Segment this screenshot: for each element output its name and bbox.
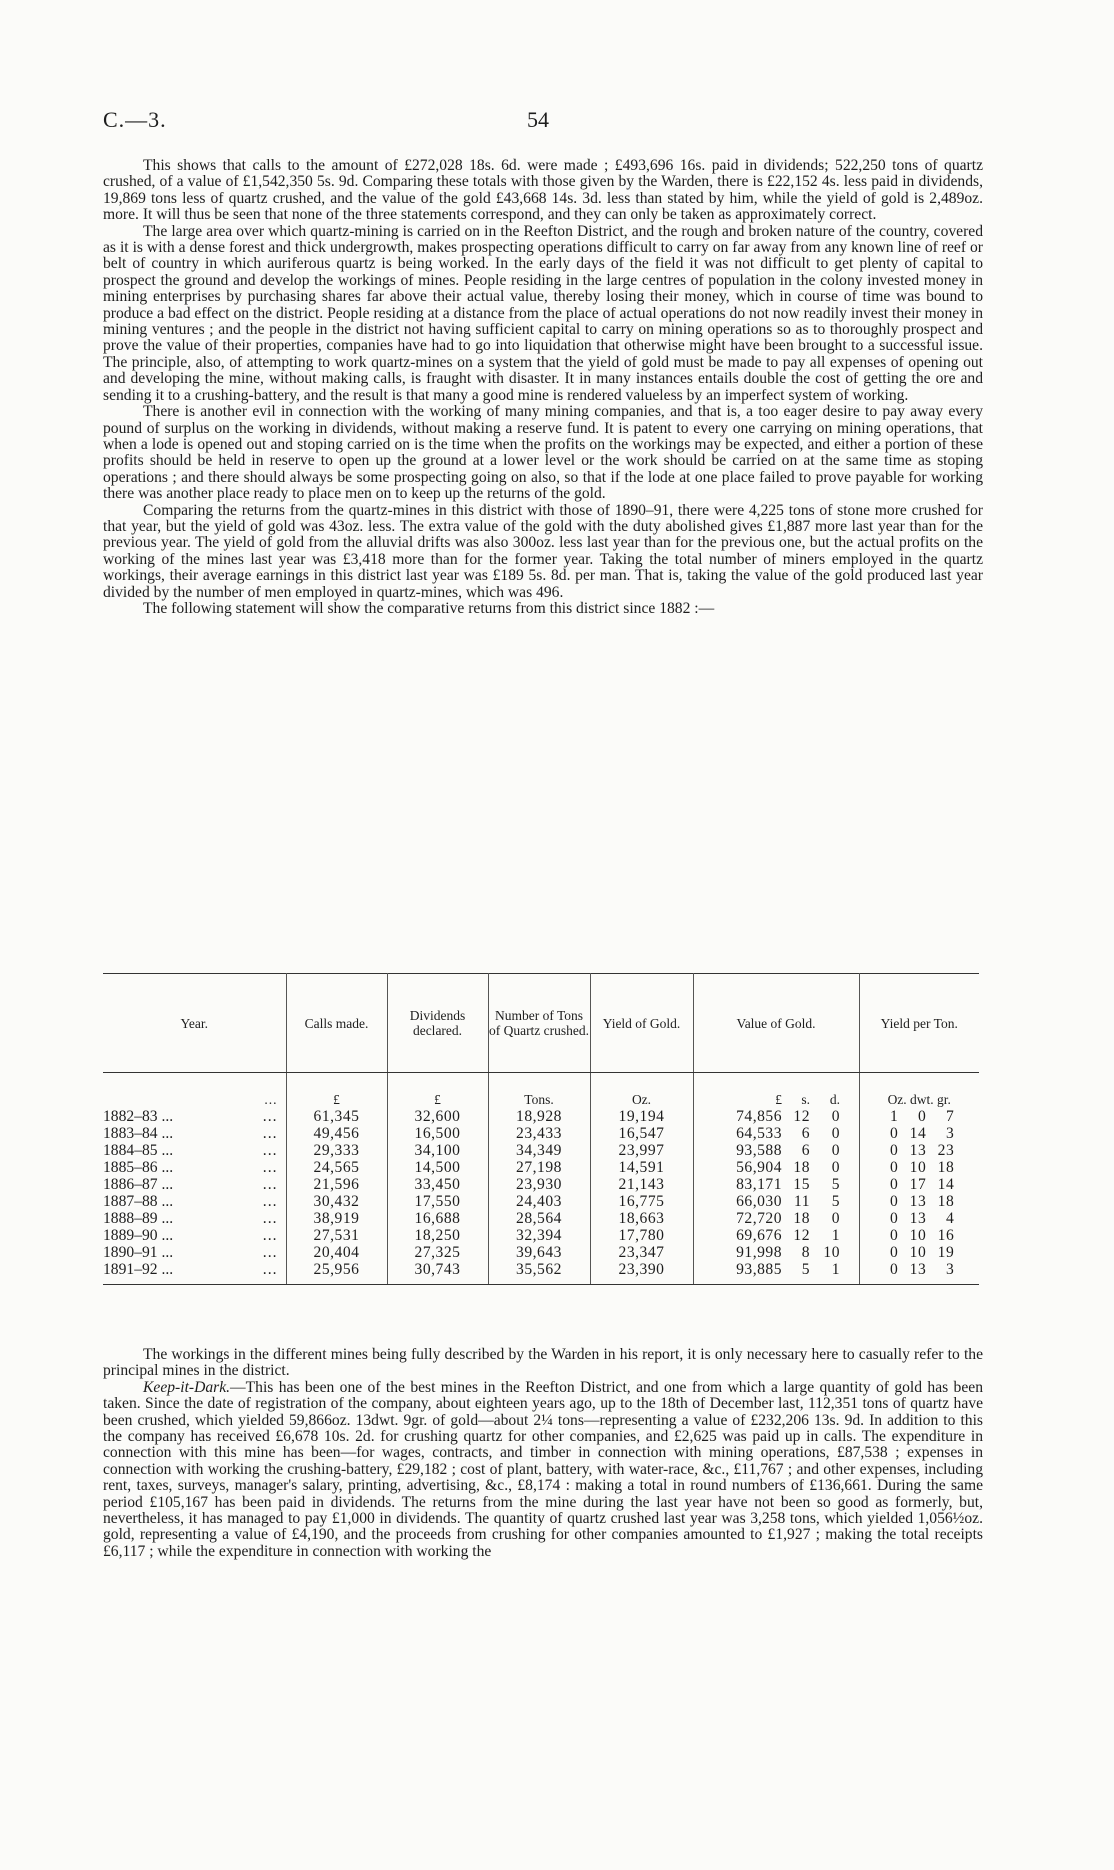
cell-per-ton: 0 10 18 [889, 1159, 955, 1176]
cell-year: 1890–91 ... ... [103, 1244, 286, 1261]
cell-year: 1883–84 ... ... [103, 1125, 286, 1142]
cell-tons: 18,928 [488, 1108, 590, 1125]
cell-per-ton: 0 14 3 [889, 1125, 955, 1142]
cell-yield: 21,143 [590, 1176, 693, 1193]
cell-calls: 27,531 [286, 1227, 387, 1244]
cell-year: 1886–87 ... ... [103, 1176, 286, 1193]
cell-year: 1889–90 ... ... [103, 1227, 286, 1244]
units-year: ... [103, 1073, 286, 1109]
paragraph-mines-intro: The workings in the different mines being fully described by the Warden in his report, it is only necessary here to casually refer to the principal mines in the district. [103, 1346, 983, 1380]
paragraph-comparing-returns: Comparing the returns from the quartz-mines in this district with those of 1890–91, there were 4,225 tons of stone more crushed for that year, but the yield of gold was 43oz. less. The extra value of the gold with the duty abolished gives £1,887 more last year than for the previous year. The yield of gold from the alluvial drifts was also 300oz. less last year than for the previous one, but the actual profits on the working of the mines last year was £3,418 more than for the former year. Taking the total number of miners employed in the quartz workings, their average earnings in this district last year was £189 5s. 8d. per man. That is, taking the value of the gold produced last year divided by the number of men employed in quartz-mines, which was 496. [103, 501, 983, 601]
cell-per-ton: 0 10 16 [889, 1227, 955, 1244]
table-row [103, 1210, 979, 1227]
paragraph-reefton-area: The large area over which quartz-mining is carried on in the Reefton District, and the rough and broken nature of the country, covered as it is with a dense forest and thick undergrowth, makes prospecting operations difficult to carry on far away from any known line of reef or belt of country in which auriferous quartz is being worked. In the early days of the field it was not difficult to get plenty of capital to prospect the ground and develop the workings of mines. People residing in the large centres of population in the colony invested money in mining enterprises by purchasing shares far above their actual value, thereby losing their money, which in course of time was bound to produce a bad effect on the district. People residing at a distance from the place of actual operations do not now readily invest their money in mining ventures ; and the people in the district not having sufficient capital to carry on mining operations so as to thoroughly prospect and prove the value of their properties, companies have had to go into liquidation that otherwise might have been brought to a successful issue. The principle, also, of attempting to work quartz-mines on a system that the yield of gold must be made to pay all expenses of opening out and developing the mine, without making calls, is fraught with disaster. It in many instances entails double the cost of getting the ore and sending it to a crushing-battery, and the result is that many a good mine is rendered valueless by an imperfect system of working. [103, 222, 983, 404]
unit-dividends: £ [387, 1073, 488, 1109]
unit-tons: Tons. [488, 1073, 590, 1109]
cell-dividends: 18,250 [387, 1227, 488, 1244]
paragraph-calls-summary: This shows that calls to the amount of £272,028 18s. 6d. were made ; £493,696 16s. paid in dividends; 522,250 tons of quartz crushed, of a value of £1,542,350 5s. 9d. Comparing these totals with those given by the Warden, there is £22,152 4s. less paid in dividends, 19,869 tons less of quartz crushed, and the value of the gold £43,668 14s. 3d. less than stated by him, while the yield of gold is 2,489oz. more. It will thus be seen that none of the three statements correspond, and they can only be taken as approximately correct. [103, 157, 983, 224]
cell-value: 83,171 15 5 [693, 1176, 859, 1193]
cell-value: 93,588 6 0 [693, 1142, 859, 1159]
cell-value: 69,676 12 1 [693, 1227, 859, 1244]
cell-per-ton: 1 0 7 [889, 1108, 955, 1125]
cell-dividends: 30,743 [387, 1261, 488, 1285]
cell-per-ton: 0 10 19 [889, 1244, 955, 1261]
cell-calls: 49,456 [286, 1125, 387, 1142]
keep-it-dark-text: —This has been one of the best mines in the Reefton District, and one from which a large quantity of gold has been taken. Since the date of registration of the company, about eighteen years ago, up to the 18th of December last, 112,351 tons of quartz have been crushed, which yielded 59,866oz. 13dwt. 9gr. of gold—about 2¼ tons—representing a value of £232,206 13s. 9d. In addition to this the company has received £6,678 10s. 2d. for crushing quartz for other companies, and £2,625 was paid up in calls. The expenditure in connection with this mine has been—for wages, contracts, and timber in connection with mining operations, £87,538 ; expenses in connection with working the crushing-battery, £29,182 ; cost of plant, battery, with water-race, &c., £11,767 ; and other expenses, including rent, taxes, surveys, manager's salary, printing, advertising, &c., £8,174 : making a total in round numbers of £136,661. During the same period £105,167 has been paid in dividends. The returns from the mine during the last year have not been so good as formerly, but, nevertheless, it has managed to pay £1,000 in dividends. The quantity of quartz crushed last year was 3,258 tons, which yielded 1,056½oz. gold, representing a value of £4,190, and the proceeds from crushing for other companies amounted to £1,927 ; making the total receipts £6,117 ; while the expenditure in connection with working the [103, 1378, 983, 1560]
paragraph-reserve-fund: There is another evil in connection with the working of many mining companies, and that is, a too eager desire to pay away every pound of surplus on the working in dividends, without making a reserve fund. It is patent to every one carrying on mining operations, that when a lode is opened out and stoping carried on is the time when the profits on the workings may be expected, and either a portion of these profits should be held in reserve to open up the ground at a lower level or the work should be carried on at the same time as stoping operations ; and there should always be some prospecting going on also, so that if the lode at one place failed to prove payable for working there was another place ready to place men on to keep up the returns of the gold. [103, 403, 983, 503]
table-row [103, 1227, 979, 1244]
report-section-1 [103, 158, 983, 617]
cell-value: 91,998 8 10 [693, 1244, 859, 1261]
header-tons-crushed: Number of Tons of Quartz crushed. [488, 974, 590, 1073]
cell-tons: 39,643 [488, 1244, 590, 1261]
cell-year: 1887–88 ... ... [103, 1193, 286, 1210]
page-header-code: C.—3. [103, 107, 167, 132]
cell-tons: 24,403 [488, 1193, 590, 1210]
cell-tons: 35,562 [488, 1261, 590, 1285]
cell-yield: 16,775 [590, 1193, 693, 1210]
cell-yield: 23,390 [590, 1261, 693, 1285]
paragraph-keep-it-dark [103, 1380, 983, 1560]
cell-per-ton: 0 13 23 [889, 1142, 955, 1159]
cell-tons: 28,564 [488, 1210, 590, 1227]
table-units-row [103, 1073, 979, 1109]
cell-dividends: 32,600 [387, 1108, 488, 1125]
header-calls-made: Calls made. [286, 974, 387, 1073]
cell-value: 64,533 6 0 [693, 1125, 859, 1142]
table-row [103, 1159, 979, 1176]
cell-calls: 29,333 [286, 1142, 387, 1159]
header-year: Year. [103, 974, 286, 1073]
header-dividends: Dividends declared. [387, 974, 488, 1073]
table-row [103, 1142, 979, 1159]
cell-year: 1885–86 ... ... [103, 1159, 286, 1176]
cell-value: 56,904 18 0 [693, 1159, 859, 1176]
cell-calls: 61,345 [286, 1108, 387, 1125]
cell-dividends: 27,325 [387, 1244, 488, 1261]
cell-dividends: 14,500 [387, 1159, 488, 1176]
cell-value: 66,030 11 5 [693, 1193, 859, 1210]
cell-dividends: 16,688 [387, 1210, 488, 1227]
cell-tons: 23,930 [488, 1176, 590, 1193]
cell-per-ton: 0 13 3 [859, 1261, 979, 1285]
header-value-gold: Value of Gold. [693, 974, 859, 1073]
cell-value: 72,720 18 0 [693, 1210, 859, 1227]
table-row [103, 1193, 979, 1210]
table-row [103, 1244, 979, 1261]
unit-value: £ s. d. [693, 1073, 859, 1109]
cell-year: 1882–83 ... ... [103, 1108, 286, 1125]
paragraph-statement-intro: The following statement will show the comparative returns from this district since 1882 :— [143, 599, 715, 617]
cell-calls: 21,596 [286, 1176, 387, 1193]
cell-calls: 24,565 [286, 1159, 387, 1176]
comparative-returns-table [103, 973, 979, 1285]
cell-dividends: 34,100 [387, 1142, 488, 1159]
unit-calls: £ [286, 1073, 387, 1109]
header-yield-per-ton: Yield per Ton. [859, 974, 979, 1073]
cell-yield: 16,547 [590, 1125, 693, 1142]
cell-value: 93,885 5 1 [693, 1261, 859, 1285]
header-yield-gold: Yield of Gold. [590, 974, 693, 1073]
cell-yield: 23,997 [590, 1142, 693, 1159]
table-row [103, 1261, 979, 1285]
cell-per-ton: 0 13 18 [889, 1193, 955, 1210]
cell-yield: 18,663 [590, 1210, 693, 1227]
cell-calls: 20,404 [286, 1244, 387, 1261]
cell-year: 1884–85 ... ... [103, 1142, 286, 1159]
cell-year: 1888–89 ... ... [103, 1210, 286, 1227]
cell-tons: 34,349 [488, 1142, 590, 1159]
cell-dividends: 16,500 [387, 1125, 488, 1142]
cell-dividends: 33,450 [387, 1176, 488, 1193]
cell-calls: 38,919 [286, 1210, 387, 1227]
cell-tons: 32,394 [488, 1227, 590, 1244]
cell-per-ton: 0 17 14 [889, 1176, 955, 1193]
table-row [103, 1108, 979, 1125]
cell-tons: 23,433 [488, 1125, 590, 1142]
table-header-row [103, 974, 979, 1073]
cell-yield: 17,780 [590, 1227, 693, 1244]
keep-it-dark-heading: Keep-it-Dark. [143, 1378, 231, 1396]
cell-year: 1891–92 ... ... [103, 1261, 286, 1285]
table-row [103, 1176, 979, 1193]
unit-per-ton: Oz. dwt. gr. [887, 1092, 951, 1107]
cell-yield: 14,591 [590, 1159, 693, 1176]
cell-value: 74,856 12 0 [693, 1108, 859, 1125]
unit-yield: Oz. [590, 1073, 693, 1109]
cell-tons: 27,198 [488, 1159, 590, 1176]
table-row [103, 1125, 979, 1142]
cell-yield: 23,347 [590, 1244, 693, 1261]
cell-yield: 19,194 [590, 1108, 693, 1125]
cell-calls: 30,432 [286, 1193, 387, 1210]
cell-per-ton: 0 13 4 [889, 1210, 955, 1227]
report-section-2 [103, 1347, 983, 1560]
cell-calls: 25,956 [286, 1261, 387, 1285]
cell-dividends: 17,550 [387, 1193, 488, 1210]
page-number: 54 [527, 107, 549, 132]
